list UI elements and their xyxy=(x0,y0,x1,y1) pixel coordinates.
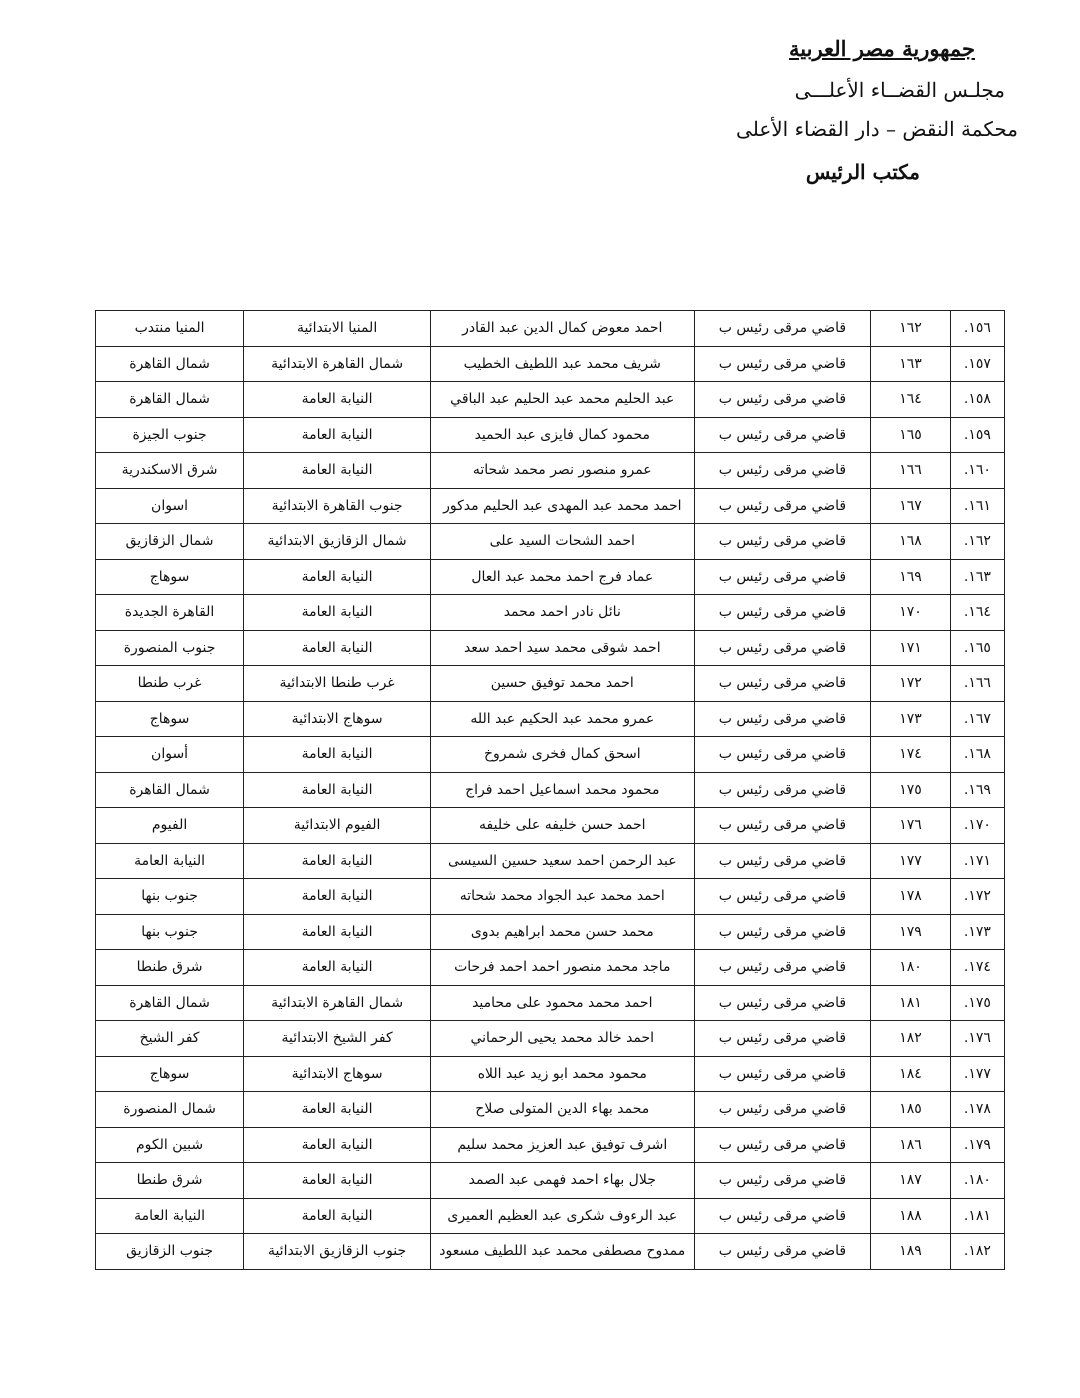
judge-name-cell: احمد خالد محمد يحيى الرحماني xyxy=(431,1021,695,1057)
seniority-number-cell: ١٧١ xyxy=(871,630,951,666)
judge-title-cell: قاضي مرقى رئيس ب xyxy=(694,453,871,489)
table-row xyxy=(96,985,1005,1021)
new-location-cell: القاهرة الجديدة xyxy=(96,595,244,631)
row-number-cell: ١٦١. xyxy=(950,488,1004,524)
judge-name-cell: عبد الرحمن احمد سعيد حسين السيسى xyxy=(431,843,695,879)
current-court-cell: شمال القاهرة الابتدائية xyxy=(244,985,431,1021)
table-row xyxy=(96,559,1005,595)
judge-name-cell: عمرو محمد عبد الحكيم عبد الله xyxy=(431,701,695,737)
row-number-cell: ١٦٤. xyxy=(950,595,1004,631)
row-number-cell: ١٧٨. xyxy=(950,1092,1004,1128)
judge-title-cell: قاضي مرقى رئيس ب xyxy=(694,382,871,418)
table-row xyxy=(96,808,1005,844)
new-location-cell: جنوب بنها xyxy=(96,914,244,950)
judges-table xyxy=(95,310,1005,1270)
current-court-cell: سوهاج الابتدائية xyxy=(244,701,431,737)
judge-title-cell: قاضي مرقى رئيس ب xyxy=(694,346,871,382)
new-location-cell: كفر الشيخ xyxy=(96,1021,244,1057)
current-court-cell: سوهاج الابتدائية xyxy=(244,1056,431,1092)
judge-title-cell: قاضي مرقى رئيس ب xyxy=(694,1198,871,1234)
new-location-cell: شمال القاهرة xyxy=(96,985,244,1021)
row-number-cell: ١٨٠. xyxy=(950,1163,1004,1199)
seniority-number-cell: ١٨٩ xyxy=(871,1234,951,1270)
judge-name-cell: محمود كمال فايزى عبد الحميد xyxy=(431,417,695,453)
row-number-cell: ١٦٦. xyxy=(950,666,1004,702)
new-location-cell: جنوب بنها xyxy=(96,879,244,915)
judge-title-cell: قاضي مرقى رئيس ب xyxy=(694,950,871,986)
current-court-cell: النيابة العامة xyxy=(244,737,431,773)
current-court-cell: النيابة العامة xyxy=(244,843,431,879)
table-row xyxy=(96,1021,1005,1057)
current-court-cell: النيابة العامة xyxy=(244,595,431,631)
seniority-number-cell: ١٦٢ xyxy=(871,311,951,347)
table-row xyxy=(96,524,1005,560)
row-number-cell: ١٨٢. xyxy=(950,1234,1004,1270)
judge-title-cell: قاضي مرقى رئيس ب xyxy=(694,1056,871,1092)
judge-name-cell: احمد محمد توفيق حسين xyxy=(431,666,695,702)
row-number-cell: ١٧٣. xyxy=(950,914,1004,950)
new-location-cell: النيابة العامة xyxy=(96,1198,244,1234)
judge-title-cell: قاضي مرقى رئيس ب xyxy=(694,701,871,737)
judge-title-cell: قاضي مرقى رئيس ب xyxy=(694,488,871,524)
new-location-cell: شمال القاهرة xyxy=(96,346,244,382)
judge-title-cell: قاضي مرقى رئيس ب xyxy=(694,737,871,773)
row-number-cell: ١٥٨. xyxy=(950,382,1004,418)
seniority-number-cell: ١٦٥ xyxy=(871,417,951,453)
current-court-cell: النيابة العامة xyxy=(244,1163,431,1199)
seniority-number-cell: ١٨٠ xyxy=(871,950,951,986)
judge-name-cell: محمد حسن محمد ابراهيم بدوى xyxy=(431,914,695,950)
row-number-cell: ١٦٨. xyxy=(950,737,1004,773)
new-location-cell: جنوب الزقازيق xyxy=(96,1234,244,1270)
row-number-cell: ١٧٠. xyxy=(950,808,1004,844)
judge-title-cell: قاضي مرقى رئيس ب xyxy=(694,1163,871,1199)
seniority-number-cell: ١٧٩ xyxy=(871,914,951,950)
judge-title-cell: قاضي مرقى رئيس ب xyxy=(694,559,871,595)
new-location-cell: شبين الكوم xyxy=(96,1127,244,1163)
row-number-cell: ١٧٦. xyxy=(950,1021,1004,1057)
row-number-cell: ١٧٢. xyxy=(950,879,1004,915)
current-court-cell: شمال الزقازيق الابتدائية xyxy=(244,524,431,560)
current-court-cell: النيابة العامة xyxy=(244,772,431,808)
seniority-number-cell: ١٨٧ xyxy=(871,1163,951,1199)
judge-name-cell: ماجد محمد منصور احمد احمد فرحات xyxy=(431,950,695,986)
seniority-number-cell: ١٨٤ xyxy=(871,1056,951,1092)
judge-name-cell: احمد محمد محمود على محاميد xyxy=(431,985,695,1021)
new-location-cell: شمال الزقازيق xyxy=(96,524,244,560)
judge-name-cell: ممدوح مصطفى محمد عبد اللطيف مسعود xyxy=(431,1234,695,1270)
judges-table-body xyxy=(96,311,1005,1270)
row-number-cell: ١٧١. xyxy=(950,843,1004,879)
current-court-cell: النيابة العامة xyxy=(244,559,431,595)
current-court-cell: النيابة العامة xyxy=(244,879,431,915)
seniority-number-cell: ١٧٠ xyxy=(871,595,951,631)
row-number-cell: ١٦٣. xyxy=(950,559,1004,595)
judge-title-cell: قاضي مرقى رئيس ب xyxy=(694,630,871,666)
row-number-cell: ١٦٥. xyxy=(950,630,1004,666)
seniority-number-cell: ١٧٨ xyxy=(871,879,951,915)
judge-name-cell: عبد الحليم محمد عبد الحليم عبد الباقي xyxy=(431,382,695,418)
row-number-cell: ١٧٤. xyxy=(950,950,1004,986)
judge-title-cell: قاضي مرقى رئيس ب xyxy=(694,1127,871,1163)
new-location-cell: شرق طنطا xyxy=(96,1163,244,1199)
judge-title-cell: قاضي مرقى رئيس ب xyxy=(694,808,871,844)
document-header xyxy=(0,0,1080,200)
current-court-cell: النيابة العامة xyxy=(244,1198,431,1234)
new-location-cell: غرب طنطا xyxy=(96,666,244,702)
new-location-cell: جنوب الجيزة xyxy=(96,417,244,453)
seniority-number-cell: ١٦٦ xyxy=(871,453,951,489)
new-location-cell: شرق الاسكندرية xyxy=(96,453,244,489)
current-court-cell: غرب طنطا الابتدائية xyxy=(244,666,431,702)
table-row xyxy=(96,701,1005,737)
judge-name-cell: اسحق كمال فخرى شمروخ xyxy=(431,737,695,773)
seniority-number-cell: ١٦٣ xyxy=(871,346,951,382)
judge-title-cell: قاضي مرقى رئيس ب xyxy=(694,914,871,950)
judge-title-cell: قاضي مرقى رئيس ب xyxy=(694,311,871,347)
judge-title-cell: قاضي مرقى رئيس ب xyxy=(694,879,871,915)
current-court-cell: شمال القاهرة الابتدائية xyxy=(244,346,431,382)
table-row xyxy=(96,737,1005,773)
table-row xyxy=(96,843,1005,879)
seniority-number-cell: ١٨٨ xyxy=(871,1198,951,1234)
row-number-cell: ١٥٦. xyxy=(950,311,1004,347)
seniority-number-cell: ١٧٢ xyxy=(871,666,951,702)
seniority-number-cell: ١٧٥ xyxy=(871,772,951,808)
new-location-cell: النيابة العامة xyxy=(96,843,244,879)
judge-name-cell: عبد الرءوف شكرى عبد العظيم العميرى xyxy=(431,1198,695,1234)
judge-title-cell: قاضي مرقى رئيس ب xyxy=(694,843,871,879)
judge-name-cell: محمود محمد ابو زيد عبد اللاه xyxy=(431,1056,695,1092)
judge-name-cell: جلال بهاء احمد فهمى عبد الصمد xyxy=(431,1163,695,1199)
new-location-cell: شرق طنطا xyxy=(96,950,244,986)
current-court-cell: النيابة العامة xyxy=(244,417,431,453)
new-location-cell: المنيا منتدب xyxy=(96,311,244,347)
table-row xyxy=(96,914,1005,950)
judge-title-cell: قاضي مرقى رئيس ب xyxy=(694,524,871,560)
judge-name-cell: احمد معوض كمال الدين عبد القادر xyxy=(431,311,695,347)
table-row xyxy=(96,1234,1005,1270)
current-court-cell: جنوب القاهرة الابتدائية xyxy=(244,488,431,524)
current-court-cell: الفيوم الابتدائية xyxy=(244,808,431,844)
table-row xyxy=(96,311,1005,347)
row-number-cell: ١٥٧. xyxy=(950,346,1004,382)
current-court-cell: المنيا الابتدائية xyxy=(244,311,431,347)
table-row xyxy=(96,1056,1005,1092)
table-row xyxy=(96,346,1005,382)
table-row xyxy=(96,1092,1005,1128)
table-row xyxy=(96,382,1005,418)
judge-name-cell: احمد محمد عبد المهدى عبد الحليم مدكور xyxy=(431,488,695,524)
table-row xyxy=(96,666,1005,702)
table-row xyxy=(96,453,1005,489)
new-location-cell: سوهاج xyxy=(96,701,244,737)
row-number-cell: ١٦٠. xyxy=(950,453,1004,489)
judge-title-cell: قاضي مرقى رئيس ب xyxy=(694,666,871,702)
judge-name-cell: نائل نادر احمد محمد xyxy=(431,595,695,631)
seniority-number-cell: ١٨١ xyxy=(871,985,951,1021)
seniority-number-cell: ١٧٤ xyxy=(871,737,951,773)
current-court-cell: النيابة العامة xyxy=(244,382,431,418)
judge-title-cell: قاضي مرقى رئيس ب xyxy=(694,1234,871,1270)
new-location-cell: اسوان xyxy=(96,488,244,524)
country-title: جمهورية مصر العربية xyxy=(789,36,975,61)
table-row xyxy=(96,1163,1005,1199)
new-location-cell: سوهاج xyxy=(96,559,244,595)
seniority-number-cell: ١٦٧ xyxy=(871,488,951,524)
seniority-number-cell: ١٨٥ xyxy=(871,1092,951,1128)
seniority-number-cell: ١٦٨ xyxy=(871,524,951,560)
new-location-cell: سوهاج xyxy=(96,1056,244,1092)
judge-name-cell: احمد الشحات السيد على xyxy=(431,524,695,560)
judge-name-cell: محمود محمد اسماعيل احمد فراج xyxy=(431,772,695,808)
current-court-cell: جنوب الزقازيق الابتدائية xyxy=(244,1234,431,1270)
judge-title-cell: قاضي مرقى رئيس ب xyxy=(694,1021,871,1057)
office-title: مكتب الرئيس xyxy=(805,160,920,184)
row-number-cell: ١٦٩. xyxy=(950,772,1004,808)
table-row xyxy=(96,772,1005,808)
table-row xyxy=(96,417,1005,453)
current-court-cell: النيابة العامة xyxy=(244,950,431,986)
seniority-number-cell: ١٧٦ xyxy=(871,808,951,844)
judge-name-cell: عمرو منصور نصر محمد شحاته xyxy=(431,453,695,489)
row-number-cell: ١٧٥. xyxy=(950,985,1004,1021)
seniority-number-cell: ١٧٣ xyxy=(871,701,951,737)
row-number-cell: ١٧٧. xyxy=(950,1056,1004,1092)
judge-name-cell: محمد بهاء الدين المتولى صلاح xyxy=(431,1092,695,1128)
seniority-number-cell: ١٧٧ xyxy=(871,843,951,879)
row-number-cell: ١٦٧. xyxy=(950,701,1004,737)
judge-title-cell: قاضي مرقى رئيس ب xyxy=(694,1092,871,1128)
judge-name-cell: احمد حسن خليفه على خليفه xyxy=(431,808,695,844)
judge-title-cell: قاضي مرقى رئيس ب xyxy=(694,595,871,631)
judge-title-cell: قاضي مرقى رئيس ب xyxy=(694,772,871,808)
current-court-cell: النيابة العامة xyxy=(244,630,431,666)
table-row xyxy=(96,950,1005,986)
seniority-number-cell: ١٦٩ xyxy=(871,559,951,595)
current-court-cell: النيابة العامة xyxy=(244,1127,431,1163)
table-row xyxy=(96,1198,1005,1234)
new-location-cell: شمال المنصورة xyxy=(96,1092,244,1128)
table-row xyxy=(96,1127,1005,1163)
new-location-cell: الفيوم xyxy=(96,808,244,844)
judge-name-cell: احمد محمد عبد الجواد محمد شحاته xyxy=(431,879,695,915)
table-row xyxy=(96,488,1005,524)
row-number-cell: ١٦٢. xyxy=(950,524,1004,560)
judge-name-cell: عماد فرج احمد محمد عبد العال xyxy=(431,559,695,595)
current-court-cell: النيابة العامة xyxy=(244,453,431,489)
judge-name-cell: احمد شوقى محمد سيد احمد سعد xyxy=(431,630,695,666)
current-court-cell: كفر الشيخ الابتدائية xyxy=(244,1021,431,1057)
judge-title-cell: قاضي مرقى رئيس ب xyxy=(694,985,871,1021)
row-number-cell: ١٥٩. xyxy=(950,417,1004,453)
table-row xyxy=(96,879,1005,915)
new-location-cell: شمال القاهرة xyxy=(96,382,244,418)
table-row xyxy=(96,630,1005,666)
seniority-number-cell: ١٨٢ xyxy=(871,1021,951,1057)
court-title: محكمة النقض – دار القضاء الأعلى xyxy=(736,117,1018,141)
current-court-cell: النيابة العامة xyxy=(244,1092,431,1128)
seniority-number-cell: ١٨٦ xyxy=(871,1127,951,1163)
new-location-cell: جنوب المنصورة xyxy=(96,630,244,666)
table-row xyxy=(96,595,1005,631)
judge-name-cell: اشرف توفيق عبد العزيز محمد سليم xyxy=(431,1127,695,1163)
new-location-cell: شمال القاهرة xyxy=(96,772,244,808)
judge-name-cell: شريف محمد عبد اللطيف الخطيب xyxy=(431,346,695,382)
row-number-cell: ١٧٩. xyxy=(950,1127,1004,1163)
new-location-cell: أسوان xyxy=(96,737,244,773)
judge-title-cell: قاضي مرقى رئيس ب xyxy=(694,417,871,453)
current-court-cell: النيابة العامة xyxy=(244,914,431,950)
row-number-cell: ١٨١. xyxy=(950,1198,1004,1234)
council-title: مجلـس القضــاء الأعلـــى xyxy=(794,78,1005,102)
seniority-number-cell: ١٦٤ xyxy=(871,382,951,418)
